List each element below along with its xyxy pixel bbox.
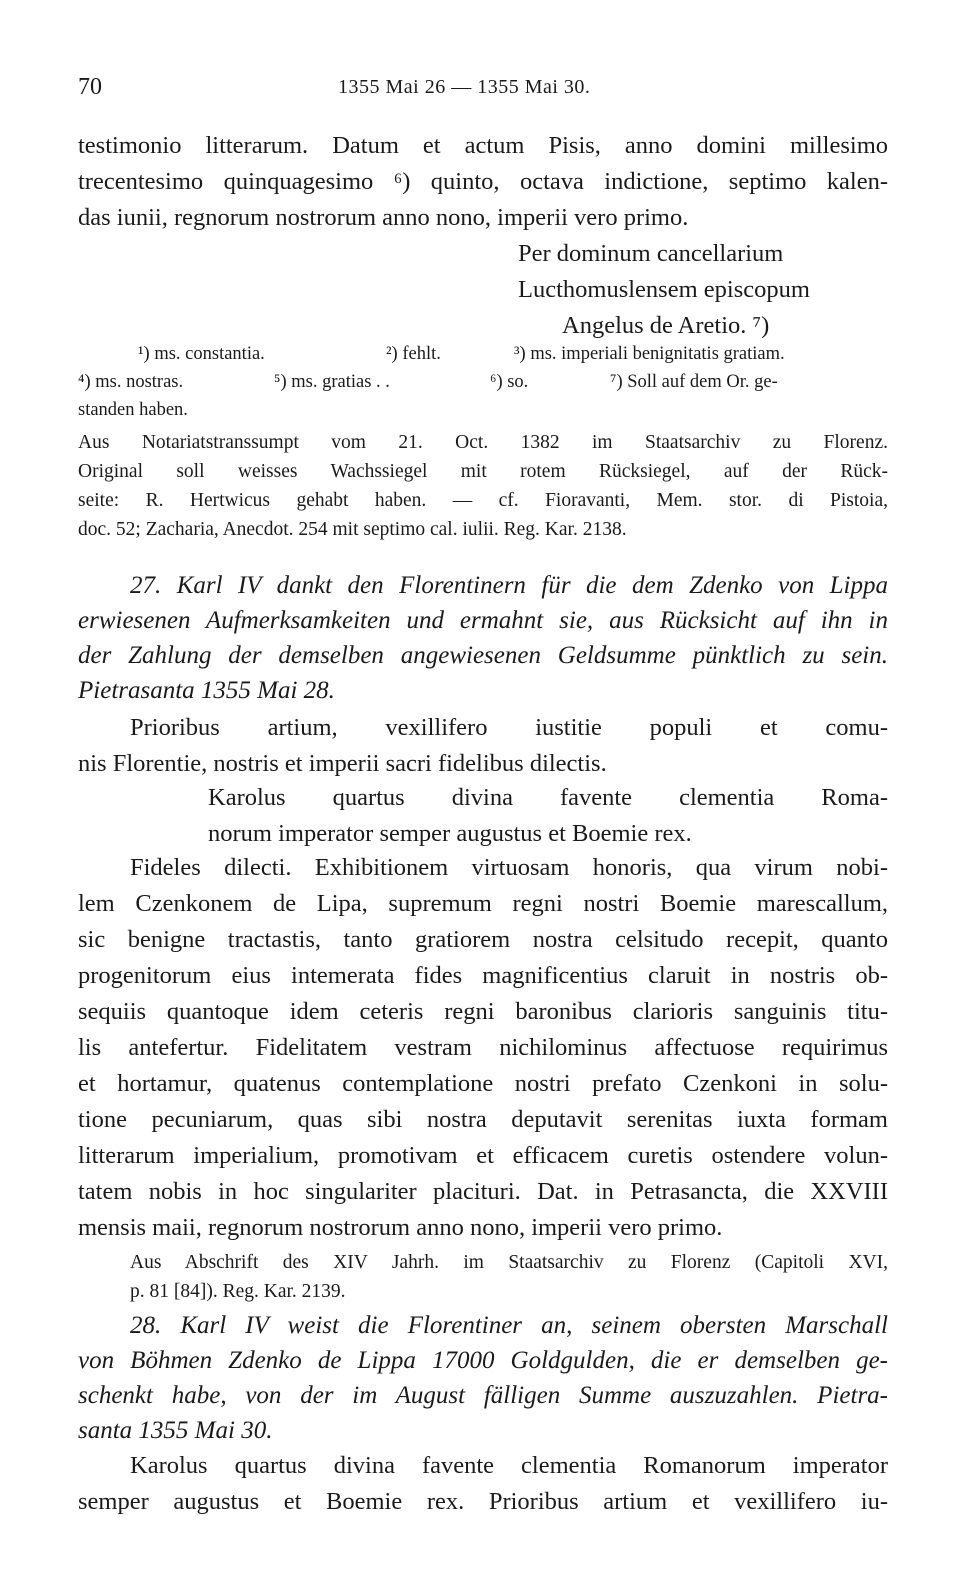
text-line: trecentesimo quinquagesimo ⁶) quinto, octava indictione, septimo kalen- <box>78 168 888 195</box>
footnote: ¹) ms. constantia. <box>138 344 265 364</box>
body-line: sequiis quantoque idem ceteris regni baronibus clarioris sanguinis titu- <box>78 998 888 1025</box>
regest-line: Pietrasanta 1355 Mai 28. <box>78 677 335 704</box>
source-line: doc. 52; Zacharia, Anecdot. 254 mit septimo cal. iulii. Reg. Kar. 2138. <box>78 519 627 540</box>
footnote: ²) fehlt. <box>386 344 441 364</box>
footnote: standen haben. <box>78 400 188 420</box>
source-line: Original soll weisses Wachssiegel mit rotem Rücksiegel, auf der Rück- <box>78 461 888 482</box>
source-note <box>78 428 888 544</box>
regest-line: der Zahlung der demselben angewiesenen Geldsumme pünktlich zu sein. <box>78 642 888 669</box>
address-27 <box>78 710 888 782</box>
footnote: ⁴) ms. nostras. <box>78 372 184 392</box>
signature-line: Lucthomuslensem episcopum <box>518 276 810 303</box>
body-line: lis antefertur. Fidelitatem vestram nichilominus affectuose requirimus <box>78 1034 888 1061</box>
signature-line: Angelus de Aretio. ⁷) <box>562 312 770 339</box>
intitulatio-line: norum imperator semper augustus et Boemie rex. <box>208 820 692 847</box>
page-number: 70 <box>78 74 102 100</box>
page-header <box>78 74 888 104</box>
running-title: 1355 Mai 26 — 1355 Mai 30. <box>338 76 591 98</box>
body-line: et hortamur, quatenus contemplatione nostri prefato Czenkoni in solu- <box>78 1070 888 1097</box>
footnote-row <box>78 340 888 368</box>
body-line: litterarum imperialium, promotivam et efficacem curetis ostendere volun- <box>78 1142 888 1169</box>
body-line: Fideles dilecti. Exhibitionem virtuosam honoris, qua virum nobi- <box>130 854 888 881</box>
footnotes <box>78 340 888 424</box>
intitulatio-line: Karolus quartus divina favente clementia Roma- <box>208 784 888 811</box>
footnote: ³) ms. imperiali benignitatis gratiam. <box>514 344 785 364</box>
body-line: semper augustus et Boemie rex. Prioribus artium et vexillifero iu- <box>78 1488 888 1515</box>
regest-line: santa 1355 Mai 30. <box>78 1417 273 1444</box>
body-line: tatem nobis in hoc singulariter placituri. Dat. in Petrasancta, die XXVIII <box>78 1178 888 1205</box>
regest-line: schenkt habe, von der im August fälligen Summe auszuzahlen. Pietra- <box>78 1382 888 1409</box>
body-line: sic benigne tractastis, tanto gratiorem nostra celsitudo recepit, quanto <box>78 926 888 953</box>
continuation-text <box>78 128 888 236</box>
body-line: lem Czenkonem de Lipa, supremum regni nostri Boemie marescallum, <box>78 890 888 917</box>
footnote: ⁷) Soll auf dem Or. ge- <box>610 372 778 392</box>
regest-line: von Böhmen Zdenko de Lippa 17000 Goldgulden, die er demselben ge- <box>78 1347 888 1374</box>
body-line: Karolus quartus divina favente clementia Romanorum imperator <box>130 1452 888 1479</box>
body-line: mensis maii, regnorum nostrorum anno nono, imperii vero primo. <box>78 1214 723 1241</box>
source-note-27 <box>130 1248 888 1306</box>
signature-line: Per dominum cancellarium <box>518 240 784 267</box>
footnote: ⁵) ms. gratias . . <box>274 372 390 392</box>
source-line: seite: R. Hertwicus gehabt haben. — cf. Fioravanti, Mem. stor. di Pistoia, <box>78 490 888 511</box>
body-line: progenitorum eius intemerata fides magnificentius claruit in nostris ob- <box>78 962 888 989</box>
address-line: nis Florentie, nostris et imperii sacri fidelibus dilectis. <box>78 750 607 777</box>
regest-line: 28. Karl IV weist die Florentiner an, seinem obersten Marschall <box>130 1312 888 1339</box>
footnote: ⁶) so. <box>490 372 529 392</box>
regest-28 <box>78 1308 888 1448</box>
source-line: p. 81 [84]). Reg. Kar. 2139. <box>130 1281 346 1302</box>
body-27 <box>78 850 888 1246</box>
body-line: tione pecuniarum, quas sibi nostra deputavit serenitas iuxta formam <box>78 1106 888 1133</box>
source-line: Aus Abschrift des XIV Jahrh. im Staatsarchiv zu Florenz (Capitoli XVI, <box>130 1252 888 1273</box>
regest-line: 27. Karl IV dankt den Florentinern für die dem Zdenko von Lippa <box>130 572 888 599</box>
regest-27 <box>78 568 888 708</box>
regest-line: erwiesenen Aufmerksamkeiten und ermahnt sie, aus Rücksicht auf ihn in <box>78 607 888 634</box>
body-28 <box>78 1448 888 1520</box>
address-line: Prioribus artium, vexillifero iustitie populi et comu- <box>130 714 888 741</box>
footnote-row <box>78 396 888 424</box>
text-line: das iunii, regnorum nostrorum anno nono, imperii vero primo. <box>78 204 689 231</box>
text-line: testimonio litterarum. Datum et actum Pisis, anno domini millesimo <box>78 132 888 159</box>
source-line: Aus Notariatstranssumpt vom 21. Oct. 1382 im Staatsarchiv zu Florenz. <box>78 432 888 453</box>
intitulatio-27 <box>78 780 888 852</box>
footnote-row <box>78 368 888 396</box>
signature-block <box>518 236 888 344</box>
